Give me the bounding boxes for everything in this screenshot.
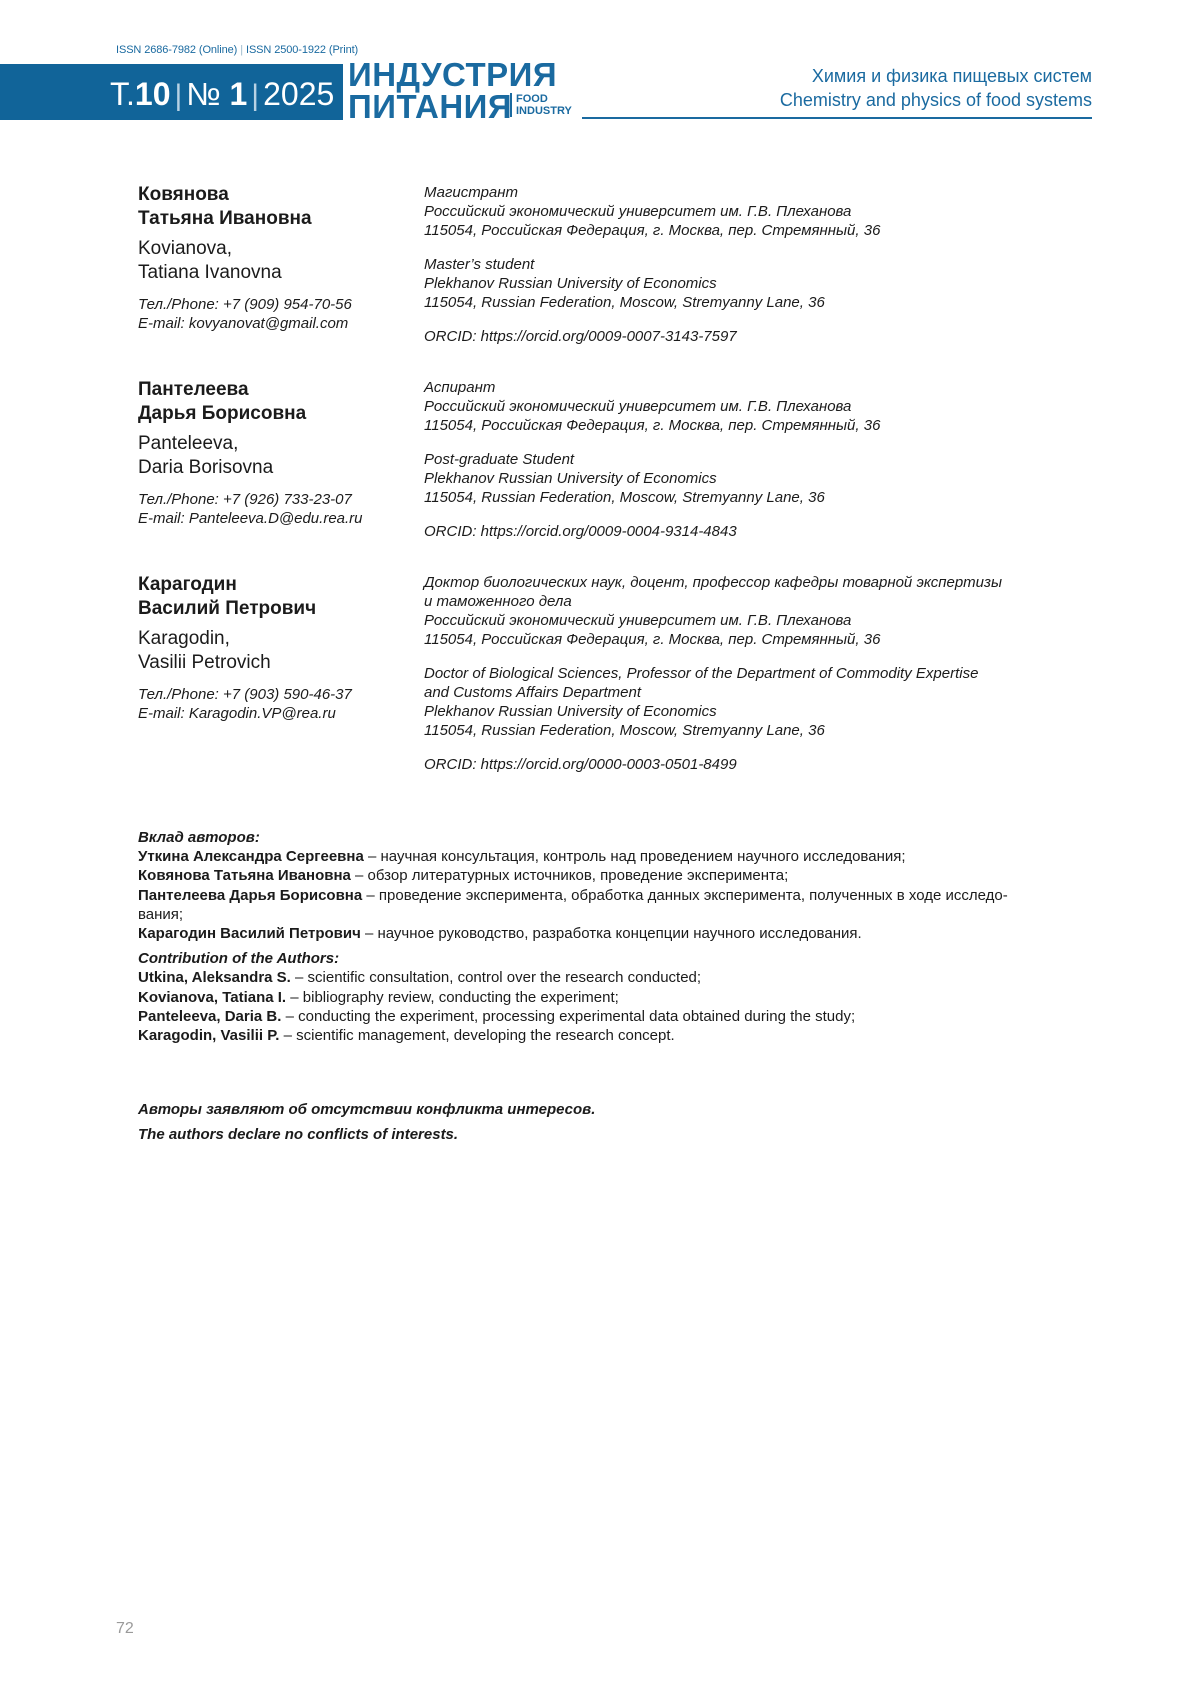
contrib-en-item: [138, 1007, 1098, 1026]
position-ru-cont: и таможенного дела: [424, 593, 572, 610]
orcid-link[interactable]: ORCID: https://orcid.org/0009-0004-9314-4843: [424, 523, 737, 540]
contrib-name: Карагодин Василий Петрович: [138, 925, 361, 943]
name-ru-surname: Пантелеева: [138, 379, 249, 400]
conflict-en: The authors declare no conflicts of interests.: [138, 1126, 459, 1143]
university-ru: Российский экономический университет им. Г.В. Плеханова: [424, 398, 852, 415]
address-en: 115054, Russian Federation, Moscow, Stremyanny Lane, 36: [424, 489, 825, 506]
brand-line-2: ПИТАНИЯ: [348, 88, 513, 125]
rubric-ru: Химия и физика пищевых систем: [811, 66, 1092, 86]
university-ru: Российский экономический университет им. Г.В. Плеханова: [424, 203, 852, 220]
contrib-text: – научное руководство, разработка концепции научного исследования.: [360, 925, 862, 943]
author-name-en: [138, 237, 418, 285]
author-email: E-mail: Karagodin.VP@rea.ru: [138, 705, 336, 722]
food-line-2: INDUSTRY: [516, 105, 572, 117]
contrib-name: Panteleeva, Daria B.: [138, 1007, 282, 1025]
contrib-name: Уткина Александра Сергеевна: [138, 848, 364, 866]
conflict-statement: [138, 1097, 595, 1147]
contrib-en-item: [138, 988, 1098, 1007]
orcid-link[interactable]: ORCID: https://orcid.org/0000-0003-0501-8499: [424, 756, 737, 773]
contrib-ru-item: [138, 924, 1098, 943]
author-email: E-mail: kovyanovat@gmail.com: [138, 315, 349, 332]
position-en: Master’s student: [424, 256, 535, 273]
author-name-ru: [138, 573, 418, 621]
issn-online: ISSN 2686-7982 (Online): [116, 44, 238, 56]
issn-print: ISSN 2500-1922 (Print): [245, 44, 359, 56]
name-ru-given: Татьяна Ивановна: [138, 208, 312, 229]
vol-divider: |: [174, 79, 183, 112]
university-ru: Российский экономический университет им. Г.В. Плеханова: [424, 612, 852, 629]
issn-separator: |: [240, 44, 243, 56]
issue-number: 1: [229, 76, 248, 112]
page-number: 72: [116, 1620, 134, 1637]
contrib-text: – проведение эксперимента, обработка данных эксперимента, полученных в ходе исследо-: [362, 886, 1008, 904]
contrib-text: вания;: [138, 905, 184, 923]
author-name-en: [138, 432, 418, 480]
author-identity: [138, 183, 418, 333]
university-en: Plekhanov Russian University of Economics: [424, 470, 717, 487]
contrib-text: – обзор литературных источников, проведение эксперимента;: [350, 867, 789, 885]
name-en-surname: Kovianova,: [138, 238, 233, 259]
position-en: Doctor of Biological Sciences, Professor of the Department of Commodity Expertise: [424, 665, 979, 682]
position-en: Post-graduate Student: [424, 451, 575, 468]
rubric-en: Chemistry and physics of food systems: [779, 90, 1092, 110]
orcid-link[interactable]: ORCID: https://orcid.org/0009-0007-3143-7597: [424, 328, 737, 345]
address-ru: 115054, Российская Федерация, г. Москва, пер. Стремянный, 36: [424, 631, 881, 648]
contrib-name: Kovianova, Tatiana I.: [138, 988, 287, 1006]
contrib-en-heading: Contribution of the Authors:: [138, 950, 340, 968]
contrib-ru-item: [138, 866, 1098, 885]
name-en-given: Vasilii Petrovich: [138, 652, 271, 673]
author-affiliation: [424, 378, 1124, 541]
author-affiliation: [424, 573, 1124, 774]
contrib-ru-item: [138, 886, 1098, 905]
issue-prefix: №: [186, 76, 221, 112]
author-contacts: [138, 490, 418, 528]
address-ru: 115054, Российская Федерация, г. Москва, пер. Стремянный, 36: [424, 417, 881, 434]
issn-line: [116, 44, 358, 56]
author-name-en: [138, 627, 418, 675]
name-en-surname: Karagodin,: [138, 628, 230, 649]
contrib-ru-item-cont: [138, 905, 1098, 924]
section-rubric: [780, 64, 1092, 112]
contrib-name: Пантелеева Дарья Борисовна: [138, 886, 363, 904]
author-identity: [138, 573, 418, 723]
name-ru-surname: Карагодин: [138, 574, 237, 595]
name-ru-given: Дарья Борисовна: [138, 403, 307, 424]
address-en: 115054, Russian Federation, Moscow, Stremyanny Lane, 36: [424, 294, 825, 311]
contrib-name: Ковянова Татьяна Ивановна: [138, 867, 351, 885]
contrib-text: – научная консультация, контроль над проведением научного исследования;: [363, 848, 906, 866]
food-line-1: FOOD: [516, 93, 548, 105]
author-email: E-mail: Panteleeva.D@edu.rea.ru: [138, 510, 363, 527]
contrib-text: – conducting the experiment, processing experimental data obtained during the study;: [281, 1007, 856, 1025]
address-ru: 115054, Российская Федерация, г. Москва, пер. Стремянный, 36: [424, 222, 881, 239]
conflict-ru: Авторы заявляют об отсутствии конфликта интересов.: [138, 1101, 596, 1118]
name-ru-surname: Ковянова: [138, 184, 229, 205]
name-ru-given: Василий Петрович: [138, 598, 317, 619]
year: 2025: [263, 76, 335, 112]
author-affiliation: [424, 183, 1124, 346]
contrib-en-item: [138, 968, 1098, 987]
brand-line-1: ИНДУСТРИЯ: [348, 56, 558, 93]
contrib-text: – bibliography review, conducting the experiment;: [286, 988, 619, 1006]
name-en-surname: Panteleeva,: [138, 433, 239, 454]
issue-divider: |: [251, 79, 260, 112]
food-industry-mark: [510, 93, 572, 117]
address-en: 115054, Russian Federation, Moscow, Stremyanny Lane, 36: [424, 722, 825, 739]
position-en-cont: and Customs Affairs Department: [424, 684, 642, 701]
position-ru: Доктор биологических наук, доцент, профессор кафедры товарной экспертизы: [424, 574, 1003, 591]
contrib-en-item: [138, 1026, 1098, 1045]
vol-number: 10: [134, 76, 171, 112]
contrib-name: Karagodin, Vasilii P.: [138, 1027, 280, 1045]
contrib-text: – scientific management, developing the research concept.: [279, 1027, 675, 1045]
name-en-given: Daria Borisovna: [138, 457, 274, 478]
volume-issue-year: [110, 74, 334, 114]
author-name-ru: [138, 183, 418, 231]
author-identity: [138, 378, 418, 528]
contrib-text: – scientific consultation, control over the research conducted;: [290, 969, 702, 987]
contrib-ru-item: [138, 847, 1098, 866]
vol-prefix: Т.: [110, 76, 135, 112]
contrib-name: Utkina, Aleksandra S.: [138, 969, 291, 987]
author-phone: Тел./Phone: +7 (903) 590-46-37: [138, 686, 352, 703]
contrib-ru-heading: Вклад авторов:: [138, 829, 260, 846]
author-phone: Тел./Phone: +7 (909) 954-70-56: [138, 296, 352, 313]
university-en: Plekhanov Russian University of Economics: [424, 275, 717, 292]
header-rule: [582, 117, 1092, 119]
position-ru: Аспирант: [424, 379, 496, 396]
author-contacts: [138, 295, 418, 333]
author-contributions: [138, 828, 1098, 1045]
university-en: Plekhanov Russian University of Economics: [424, 703, 717, 720]
author-phone: Тел./Phone: +7 (926) 733-23-07: [138, 491, 352, 508]
author-contacts: [138, 685, 418, 723]
name-en-given: Tatiana Ivanovna: [138, 262, 282, 283]
author-name-ru: [138, 378, 418, 426]
position-ru: Магистрант: [424, 184, 519, 201]
